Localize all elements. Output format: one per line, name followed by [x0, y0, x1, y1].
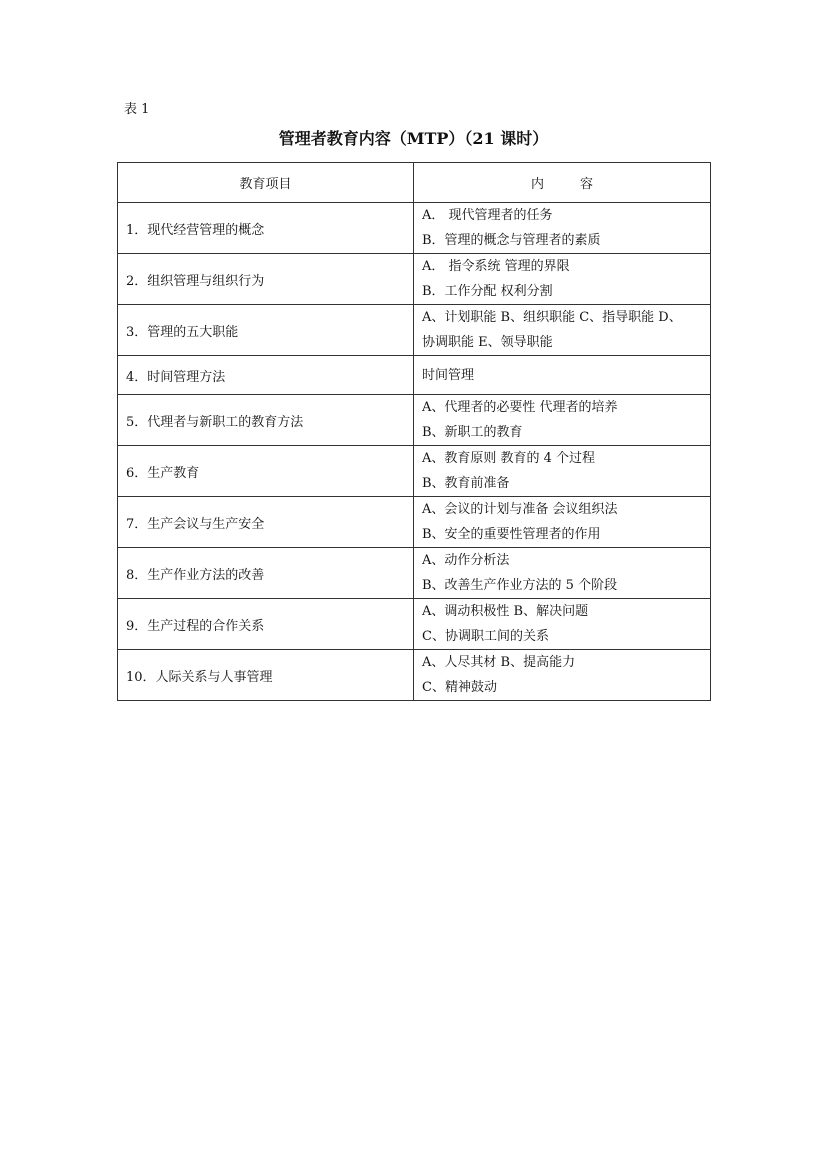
content-line: A、计划职能 B、组织职能 C、指导职能 D、 [422, 310, 682, 325]
content-line: C、协调职工间的关系 [422, 629, 549, 644]
content-line: A、教育原则 教育的 4 个过程 [422, 451, 596, 466]
page-title: 管理者教育内容（MTP）（21 课时） [278, 129, 549, 148]
row-content [414, 446, 711, 497]
row-content [414, 599, 711, 650]
content-line: A、调动积极性 B、解决问题 [422, 604, 589, 619]
row-content [414, 395, 711, 446]
header-content-a: 内 [530, 177, 544, 192]
row-content [414, 203, 711, 254]
content-line: B．工作分配 权利分割 [422, 284, 553, 299]
row-content [414, 497, 711, 548]
content-line: C、精神鼓动 [422, 680, 497, 695]
content-line: B、新职工的教育 [422, 425, 523, 440]
content-line: A、动作分析法 [422, 553, 510, 568]
table-label: 表 1 [124, 102, 150, 117]
row-content [414, 548, 711, 599]
table-row [118, 395, 711, 446]
table-row [118, 254, 711, 305]
row-content [414, 650, 711, 701]
table-row [118, 305, 711, 356]
row-item: 7．生产会议与生产安全 [118, 497, 414, 548]
row-item: 4．时间管理方法 [118, 356, 414, 395]
content-line: A． 现代管理者的任务 [422, 208, 553, 223]
content-line: A、代理者的必要性 代理者的培养 [422, 400, 618, 415]
row-content [414, 356, 711, 395]
content-line: B、安全的重要性管理者的作用 [422, 527, 601, 542]
header-content-b: 容 [580, 177, 594, 192]
row-item: 2．组织管理与组织行为 [118, 254, 414, 305]
content-line: B．管理的概念与管理者的素质 [422, 233, 601, 248]
row-item: 6．生产教育 [118, 446, 414, 497]
table-header-row [118, 163, 711, 203]
row-content [414, 305, 711, 356]
table-row [118, 446, 711, 497]
content-line: 时间管理 [422, 367, 475, 383]
table-row [118, 356, 711, 395]
row-item: 1．现代经营管理的概念 [118, 203, 414, 254]
table-row [118, 599, 711, 650]
content-line: A、人尽其材 B、提高能力 [422, 655, 576, 670]
row-item: 8．生产作业方法的改善 [118, 548, 414, 599]
content-line: B、改善生产作业方法的 5 个阶段 [422, 578, 618, 593]
table-row [118, 203, 711, 254]
course-table [117, 162, 711, 701]
content-line: A、会议的计划与准备 会议组织法 [422, 502, 618, 517]
content-line: B、教育前准备 [422, 476, 510, 491]
header-content [414, 163, 711, 203]
header-item: 教育项目 [118, 163, 414, 203]
table-row [118, 497, 711, 548]
content-line: A． 指令系统 管理的界限 [422, 259, 570, 274]
table-row [118, 548, 711, 599]
content-line: 协调职能 E、领导职能 [422, 335, 553, 350]
row-item: 10．人际关系与人事管理 [118, 650, 414, 701]
row-item: 5．代理者与新职工的教育方法 [118, 395, 414, 446]
table-row [118, 650, 711, 701]
row-content [414, 254, 711, 305]
row-item: 3．管理的五大职能 [118, 305, 414, 356]
row-item: 9．生产过程的合作关系 [118, 599, 414, 650]
